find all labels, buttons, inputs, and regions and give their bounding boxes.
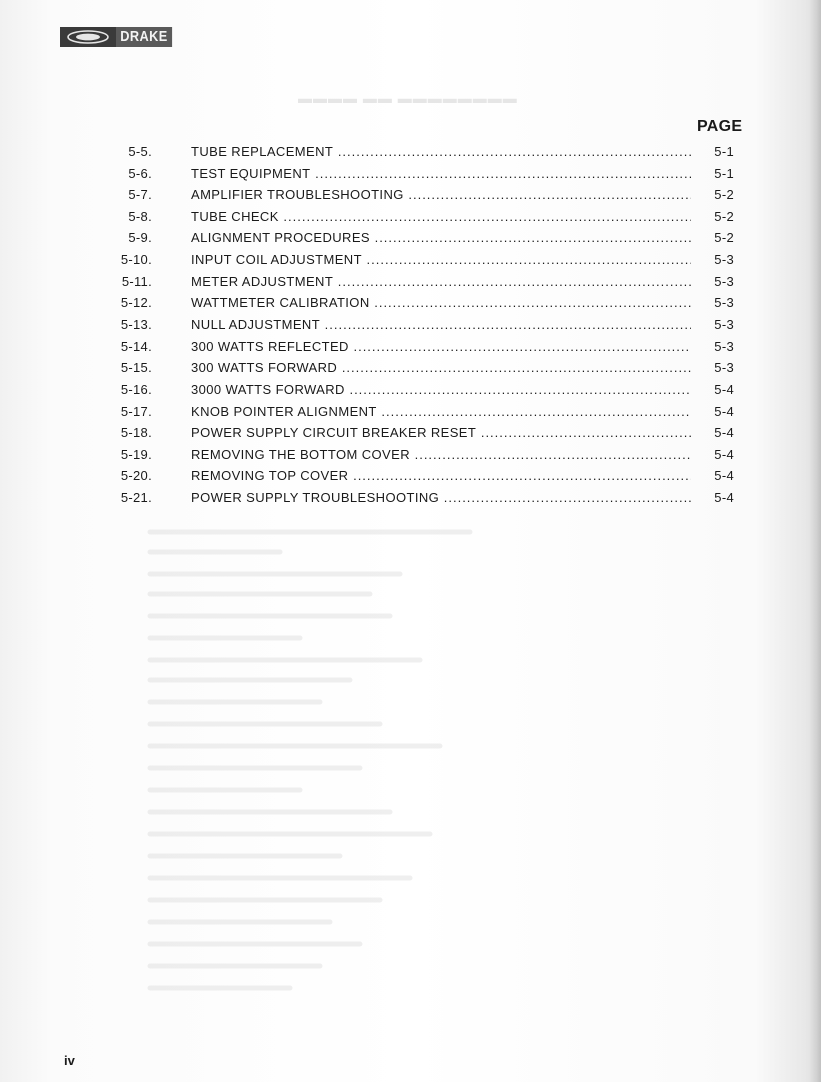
- toc-section-title: TUBE CHECK .....: [191, 207, 691, 227]
- toc-entry[interactable]: [0, 293, 821, 313]
- toc-section-number: 5-12.: [120, 295, 152, 310]
- toc-page-number: 5-3: [714, 252, 734, 267]
- toc-section-number: 5-14.: [120, 339, 152, 354]
- toc-section-title: METER ADJUSTMENT .....: [191, 272, 691, 292]
- toc-page-number: 5-1: [714, 166, 734, 181]
- toc-section-number: 5-15.: [120, 360, 152, 375]
- toc-entry[interactable]: [0, 466, 821, 486]
- toc-page-number: 5-4: [714, 425, 734, 440]
- toc-section-number: 5-10.: [120, 252, 152, 267]
- toc-page-number: 5-4: [714, 404, 734, 419]
- toc-section-title: NULL ADJUSTMENT .....: [191, 315, 691, 335]
- toc-entry[interactable]: [0, 185, 821, 205]
- toc-section-title: TEST EQUIPMENT .....: [191, 164, 691, 184]
- toc-page-number: 5-3: [714, 274, 734, 289]
- toc-page-number: 5-2: [714, 209, 734, 224]
- toc-page-number: 5-4: [714, 447, 734, 462]
- toc-entry[interactable]: [0, 445, 821, 465]
- toc-entry[interactable]: [0, 207, 821, 227]
- toc-section-title: ALIGNMENT PROCEDURES .....: [191, 228, 691, 248]
- toc-page-number: 5-4: [714, 490, 734, 505]
- toc-section-number: 5-19.: [120, 447, 152, 462]
- toc-entry[interactable]: [0, 358, 821, 378]
- toc-section-number: 5-9.: [128, 230, 152, 245]
- toc-section-number: 5-11.: [121, 274, 152, 289]
- toc-section-title: REMOVING TOP COVER .....: [191, 466, 691, 486]
- toc-section-title: WATTMETER CALIBRATION .....: [191, 293, 691, 313]
- toc-entry[interactable]: [0, 250, 821, 270]
- toc-page-number: 5-3: [714, 339, 734, 354]
- toc-page-number: 5-2: [714, 230, 734, 245]
- toc-section-title: 300 WATTS REFLECTED .....: [191, 337, 691, 357]
- toc-section-number: 5-17.: [120, 404, 152, 419]
- toc-section-title: 3000 WATTS FORWARD .....: [191, 380, 691, 400]
- toc-page-number: 5-3: [714, 360, 734, 375]
- logo-text: DRAKE: [116, 27, 172, 47]
- toc-section-number: 5-16.: [120, 382, 152, 397]
- toc-entry[interactable]: [0, 272, 821, 292]
- toc-section-title: KNOB POINTER ALIGNMENT .....: [191, 402, 691, 422]
- toc-section-title: POWER SUPPLY TROUBLESHOOTING .....: [191, 488, 691, 508]
- toc-section-title: AMPLIFIER TROUBLESHOOTING .....: [191, 185, 691, 205]
- page-edge-shadow: [809, 0, 821, 1082]
- toc-page-number: 5-3: [714, 295, 734, 310]
- toc-page-number: 5-4: [714, 468, 734, 483]
- toc-section-number: 5-18.: [120, 425, 152, 440]
- toc-entry[interactable]: [0, 164, 821, 184]
- toc-section-number: 5-7.: [128, 187, 152, 202]
- toc-section-title: 300 WATTS FORWARD .....: [191, 358, 691, 378]
- toc-entry[interactable]: [0, 228, 821, 248]
- toc-entry[interactable]: [0, 423, 821, 443]
- toc-section-title: INPUT COIL ADJUSTMENT .....: [191, 250, 691, 270]
- toc-page-number: 5-4: [714, 382, 734, 397]
- toc-entry[interactable]: [0, 488, 821, 508]
- drake-logo: [60, 25, 182, 49]
- toc-entry[interactable]: [0, 337, 821, 357]
- toc-page-number: 5-3: [714, 317, 734, 332]
- toc-section-number: 5-5.: [128, 144, 152, 159]
- toc-entry[interactable]: [0, 315, 821, 335]
- toc-section-title: TUBE REPLACEMENT .....: [191, 142, 691, 162]
- logo-emblem-icon: [60, 27, 116, 47]
- toc-entry[interactable]: [0, 142, 821, 162]
- page-column-header: PAGE: [697, 118, 743, 135]
- toc-entry[interactable]: [0, 380, 821, 400]
- toc-section-number: 5-6.: [128, 166, 152, 181]
- toc-entry[interactable]: [0, 402, 821, 422]
- toc-section-number: 5-20.: [120, 468, 152, 483]
- toc-section-title: REMOVING THE BOTTOM COVER .....: [191, 445, 691, 465]
- bleed-through-heading: ▬▬▬▬ ▬▬ ▬▬▬▬▬▬▬▬: [298, 90, 518, 106]
- toc-section-number: 5-21.: [120, 490, 152, 505]
- page-number-footer: iv: [64, 1053, 75, 1068]
- toc-section-title: POWER SUPPLY CIRCUIT BREAKER RESET .....: [191, 423, 691, 443]
- toc-page-number: 5-1: [714, 144, 734, 159]
- toc-section-number: 5-8.: [128, 209, 152, 224]
- toc-page-number: 5-2: [714, 187, 734, 202]
- toc-section-number: 5-13.: [120, 317, 152, 332]
